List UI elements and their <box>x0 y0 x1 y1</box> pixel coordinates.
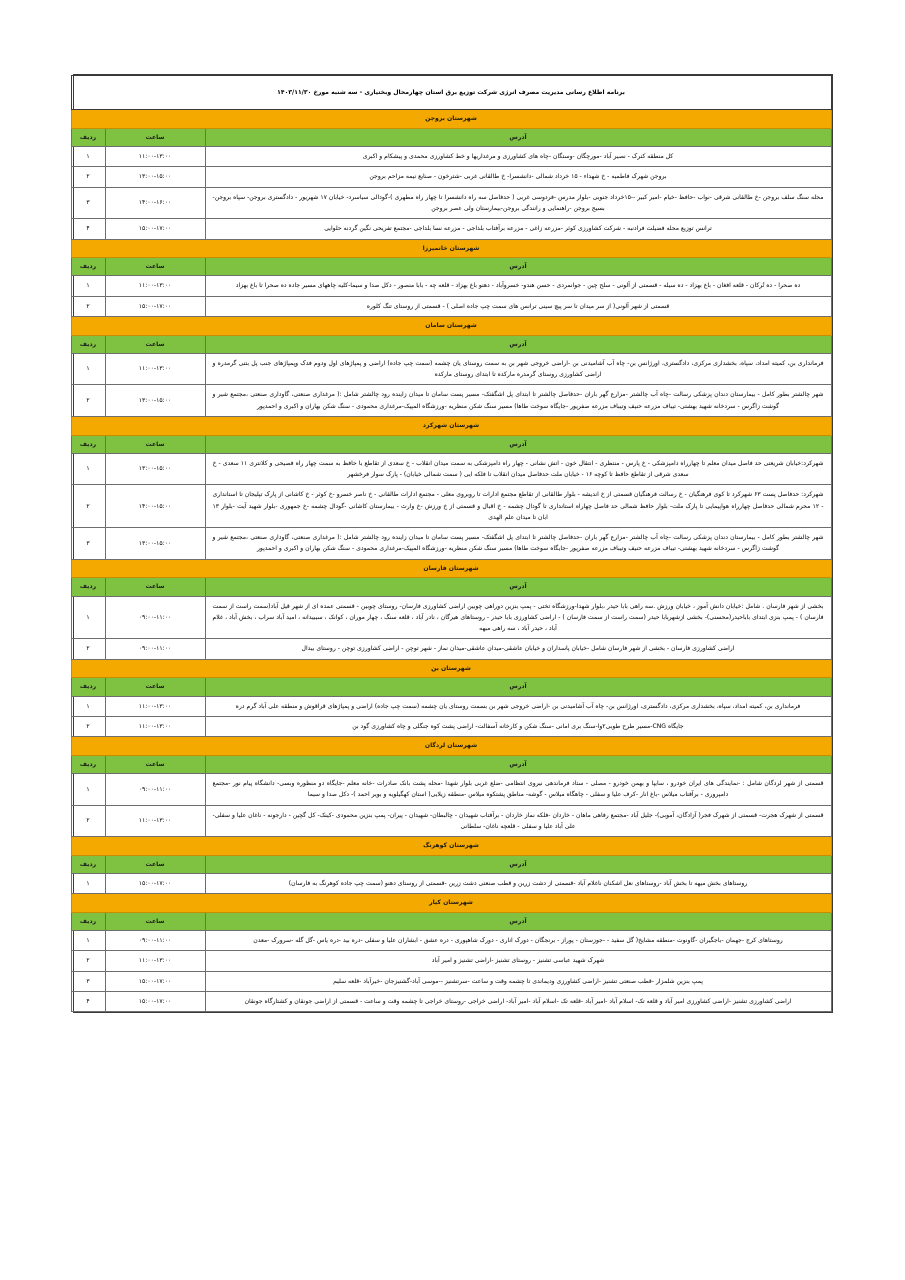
cell-row-number: ۲ <box>71 716 105 736</box>
column-header-row <box>71 678 831 696</box>
column-header-time: ساعت <box>105 855 205 873</box>
table-row <box>71 639 831 659</box>
table-row <box>71 219 831 239</box>
cell-address: روستاهای بخش میهه تا بخش آباد -روستاهای نعل اشکنان ناغلام آباد -قسمتی از دشت زرین و قطب صنعتی دشت زرین -قسمتی از روستای دهنو (سمت چپ جاده کوهرنگ به فارسان) <box>205 873 831 893</box>
county-banner-row <box>71 737 831 756</box>
cell-address: اراضی کشاورزی تشنیز -اراضی کشاورزی امیر آباد و قلعه تک- اسلام آباد -امیر آباد -قلعه تک -اسلام آباد -امیر آباد- اراضی خراجی -روستای خراجی تا چشمه وقت و ساعت - قسمتی از اراضی جونقان و کشتارگاه جونقان <box>205 991 831 1011</box>
column-header-row <box>71 258 831 276</box>
column-header-row <box>71 755 831 773</box>
county-banner-row <box>71 110 831 129</box>
county-title: شهرستان کیار <box>71 894 831 913</box>
cell-row-number: ۲ <box>71 296 105 316</box>
cell-address: بروجن شهرک فاطمیه - خ شهداء - ۱۵ خرداد شمالی -دانشسرا- خ طالقانی غربی -شترخون - صنایع نیمه مزاحم بروجن <box>205 167 831 187</box>
cell-time: ۱۵:۰۰-۱۷:۰۰ <box>105 873 205 893</box>
column-header-address: آدرس <box>205 128 831 146</box>
column-header-row <box>71 435 831 453</box>
column-header-address: آدرس <box>205 912 831 930</box>
column-header-row-no: ردیف <box>71 335 105 353</box>
cell-time: ۰۹:۰۰-۱۱:۰۰ <box>105 639 205 659</box>
cell-row-number: ۱ <box>71 931 105 951</box>
table-row <box>71 296 831 316</box>
cell-time: ۱۱:۰۰-۱۳:۰۰ <box>105 805 205 837</box>
cell-row-number: ۱ <box>71 276 105 296</box>
cell-time: ۱۵:۰۰-۱۷:۰۰ <box>105 991 205 1011</box>
cell-time: ۱۴:۰۰-۱۶:۰۰ <box>105 187 205 219</box>
county-title: شهرستان کوهرنگ <box>71 837 831 856</box>
cell-time: ۱۱:۰۰-۱۳:۰۰ <box>105 951 205 971</box>
county-banner-row <box>71 316 831 335</box>
table-row <box>71 187 831 219</box>
county-banner-row <box>71 416 831 435</box>
page-title: برنامه اطلاع رسانی مدیریت مصرف انرژی شرکت توزیع برق استان چهارمحال وبختیاری - سه شنبه مورخ ۱۴۰۳/۱۱/۳۰ <box>71 76 831 110</box>
table-row <box>71 167 831 187</box>
column-header-time: ساعت <box>105 578 205 596</box>
table-row <box>71 453 831 485</box>
cell-time: ۰۹:۰۰-۱۱:۰۰ <box>105 596 205 639</box>
cell-time: ۱۵:۰۰-۱۷:۰۰ <box>105 219 205 239</box>
cell-address: فرمانداری بن، کمیته امداد، سپاه، بخشداری مرکزی، دادگستری، اورژانس بن- چاه آب آشامیدنی بن -اراضی خروجی شهر بن به سمت روستای یان چشمه (سمت چپ جاده) اراضی و پمپاژهای اول ودوم فدک وپمپاژهای جنب پل بتنی گرمدره و اراضی کشاورزی روستای گرمدره مارکده تا ابتدای روستای مارکده <box>205 353 831 385</box>
cell-time: ۱۱:۰۰-۱۳:۰۰ <box>105 716 205 736</box>
cell-row-number: ۱ <box>71 453 105 485</box>
cell-row-number: ۱ <box>71 773 105 805</box>
table-row <box>71 931 831 951</box>
column-header-address: آدرس <box>205 678 831 696</box>
county-banner-row <box>71 837 831 856</box>
cell-time: ۱۵:۰۰-۱۷:۰۰ <box>105 296 205 316</box>
county-banner-row <box>71 559 831 578</box>
cell-time: ۱۱:۰۰-۱۳:۰۰ <box>105 353 205 385</box>
column-header-row-no: ردیف <box>71 128 105 146</box>
column-header-time: ساعت <box>105 755 205 773</box>
column-header-row-no: ردیف <box>71 258 105 276</box>
cell-address: پمپ بنزین شلمزار -قطب صنعتی تشنیز -اراضی کشاورزی ودیماندی تا چشمه وقت و ساعت -سرتشنیز --موسی آباد-گشنیزجان -خیرآباد -قلعه سلیم <box>205 971 831 991</box>
cell-row-number: ۴ <box>71 991 105 1011</box>
cell-time: ۱۳:۰۰-۱۵:۰۰ <box>105 385 205 417</box>
cell-time: ۱۳:۰۰-۱۵:۰۰ <box>105 528 205 560</box>
cell-time: ۱۳:۰۰-۱۵:۰۰ <box>105 167 205 187</box>
column-header-address: آدرس <box>205 578 831 596</box>
cell-time: ۱۴:۰۰-۱۵:۰۰ <box>105 485 205 528</box>
column-header-row <box>71 912 831 930</box>
outage-schedule-table <box>71 75 832 1012</box>
cell-row-number: ۲ <box>71 485 105 528</box>
cell-row-number: ۱ <box>71 353 105 385</box>
county-title: شهرستان بروجن <box>71 110 831 129</box>
column-header-row <box>71 128 831 146</box>
cell-time: ۰۹:۰۰-۱۱:۰۰ <box>105 931 205 951</box>
cell-time: ۱۱:۰۰-۱۳:۰۰ <box>105 696 205 716</box>
cell-row-number: ۲ <box>71 639 105 659</box>
column-header-address: آدرس <box>205 335 831 353</box>
sections-container <box>71 110 831 1012</box>
cell-address: ترانس توزیع محله فضیلت فرادنبه - شرکت کشاورزی کوثر -مزرعه زاغی - مزرعه برآفتاب بلداجی - مزرعه نسا بلداجی -مجتمع تفریحی نگین گردنه حلوایی <box>205 219 831 239</box>
column-header-address: آدرس <box>205 258 831 276</box>
table-row <box>71 971 831 991</box>
cell-row-number: ۲ <box>71 167 105 187</box>
table-row <box>71 596 831 639</box>
cell-address: فرمانداری بن، کمیته امداد، سپاه، بخشداری مرکزی، دادگستری، اورژانس بن- چاه آب آشامیدنی بن -اراضی خروجی شهر بن بسمت روستای یان چشمه (سمت چپ جاده) اراضی و پمپاژهای قراقوش و منطقه علی آباد گرم دره <box>205 696 831 716</box>
table-row <box>71 353 831 385</box>
cell-row-number: ۱ <box>71 596 105 639</box>
cell-time: ۱۱:۰۰-۱۳:۰۰ <box>105 147 205 167</box>
cell-address: قسمتی از شهرک هجرت- قسمتی از شهرک فجر( آزادگان، آموبی)- جلیل آباد -مجتمع رفاهی ماهان - خاردان -فلکه نماز خاردان - برآفتاب شهیدان - چالبطان- شهیدان - پیران- پمپ بنزین محمودی -کینک- کل گچین - دارجونه - ناغان علیا و سفلی- علی آباد علیا و سفلی - قلعچه ناغان- سلطانی <box>205 805 831 837</box>
column-header-time: ساعت <box>105 435 205 453</box>
table-row <box>71 805 831 837</box>
column-header-row-no: ردیف <box>71 912 105 930</box>
table-row <box>71 147 831 167</box>
outage-schedule-sheet <box>73 74 833 1013</box>
table-row <box>71 991 831 1011</box>
column-header-row-no: ردیف <box>71 435 105 453</box>
cell-address: شهرکرد: حدفاصل پست ۶۳ شهرکرد تا کوی فرهنگیان - خ رسالت فرهنگیان قسمتی از خ اندیشه - بلوار طالقانی از تقاطع مجتمع ادارات تا روبروی معلی - مجتمع ادارات طالقانی - خ ناصر خسرو -خ کوثر - خ کاشانی از پارک تپلیجان تا استانداری - ۱۲ محرم شمالی حدفاصل چهارراه هواپیمایی تا پارک ملت- بلوار حافظ شمالی حد فاصل چهاراه استانداری تا گودال چشمه - خ اقبال و قسمتی از خ ورزش -خ وارث - بیمارستان کاشانی -گودال چشمه -خ جمهوری -بلوار شهید آیت -بلوار ۱۳ ابان تا میدان علم الهدی <box>205 485 831 528</box>
table-row <box>71 485 831 528</box>
cell-row-number: ۳ <box>71 528 105 560</box>
cell-address: بخشی از شهر فارسان . شامل :خیابان دانش آموز ، خیابان ورزش .سه راهی بابا حیدر ،بلوار شهدا-ورزشگاه تختی - پمپ بنزین دوراهی چوبین اراضی کشاورزی فارسان- روستای چوبین - قسمتی عمده ای از شهر قیل آباد(سمت راست از سمت فارسان ) - پمپ بنزی ابتدای باباحیدر(محسنی)- بخشی ازشهربابا حیدر (سمت راست از سمت فارسان ) - اراضی کشاورزی بابا حیدر - روستاهای هیرگان ، نادر آباد ، قلعه سنگ ، چهار موران ، کوانک ، سیبیدانه ، امید آباد سراب ، بخش آباد ، غلام آباد ، حیدر آباد ، سه راهی میهه <box>205 596 831 639</box>
cell-row-number: ۱ <box>71 147 105 167</box>
document-title-row <box>71 76 831 110</box>
column-header-time: ساعت <box>105 128 205 146</box>
column-header-address: آدرس <box>205 435 831 453</box>
cell-address: شهرکرد:خیابان شریعتی حد فاصل میدان معلم تا چهارراه دامپزشکی - خ پارس - منتظری - انتقال خون - اتش نشانی - چهار راه دامپزشکی به سمت میدان انقلاب - خ سعدی از تقاطع با حافظ به سمت چهار راه فصیحی و کلانتری ۱۱ سعدی - خ سعدی شرقی از تقاطع حافظ تا کوچه ۱۶ - خیابان ملت حدفاصل میدان انقلاب تا فلکه ایی ( سمت شمالی خیابان) - پارک سوار فرخشهر <box>205 453 831 485</box>
county-title: شهرستان شهرکرد <box>71 416 831 435</box>
column-header-time: ساعت <box>105 912 205 930</box>
county-title: شهرستان سامان <box>71 316 831 335</box>
cell-address: شهر چالشتر بطور کامل - بیمارستان دندان پزشکی رسالت -چاه آب چالشتر -مزارع گهر باران -حدفاصل چالشتر تا ابتدای پل اشگفتک- مسیر پست سامان تا میدان زاینده رود چالشتر شامل :( مرغداری صنعتی، گاوداری صنعتی ،مجتمع شیر و گوشت زاگرس - سردخانه شهید بهشتی- تیباف مزرعه حنیف وتیباف مزرعه صفرپور -جایگاه سوخت طاها) مسیر سنگ شکن منظریه -ورزشگاه المپیک-مرغداری محمودی - سنگ شکن بهاران و اکبری و احمدپور <box>205 385 831 417</box>
cell-row-number: ۱ <box>71 873 105 893</box>
cell-address: قسمتی از شهر لردگان شامل : -نمایندگی های ایران خودرو ، سایپا و بهمن خودرو - مصلی - ستاد فرماندهی نیروی انتظامی -ضلع غربی بلوار شهدا -محله پشت بانک صادرات -خانه معلم -جایگاه دو منظوره وبسی- دانشگاه پیام نور -مجتمع دامپروری - برآفتاب میلاس -باغ انار -کرف علیا و سفلی - چاهگاه میلاس - گوشه- مناطق پشتکوه میلاس -منطقه زیلایی( استان کهگیلویه و بویر احمد )- دکل صدا و سیما <box>205 773 831 805</box>
column-header-row-no: ردیف <box>71 755 105 773</box>
column-header-row <box>71 855 831 873</box>
cell-address: شهر چالشتر بطور کامل - بیمارستان دندان پزشکی رسالت -چاه آب چالشتر -مزارع گهر باران -حدفاصل چالشتر تا ابتدای پل اشگفتک- مسیر پست سامان تا میدان زاینده رود چالشتر شامل :( مرغداری صنعتی، گاوداری صنعتی ،مجتمع شیر و گوشت زاگرس - سردخانه شهید بهشتی- تیباف مزرعه حنیف وتیباف مزرعه صفرپور -جایگاه سوخت طاها) مسیر سنگ شکن منظریه -ورزشگاه المپیک-مرغداری محمودی - سنگ شکن بهاران و اکبری و احمدپور <box>205 528 831 560</box>
cell-row-number: ۳ <box>71 187 105 219</box>
column-header-time: ساعت <box>105 258 205 276</box>
cell-address: شهرک شهید عباسی تشنیز - روستای تشنیز -اراضی تشنیز و امیر آباد <box>205 951 831 971</box>
column-header-time: ساعت <box>105 678 205 696</box>
county-title: شهرستان لردگان <box>71 737 831 756</box>
cell-address: روستاهای کرج -جهمان -باجگیران -گاونوت -منطقه مشایخ( گل سفید - -جوزستان - پوراز - برنجگان - دورک اناری - دورک شاهپوری - دره عشق - ابشاران علیا و سفلی -دره بید -دره یاس -گل گله -سرورک -معدن <box>205 931 831 951</box>
column-header-row-no: ردیف <box>71 678 105 696</box>
column-header-row-no: ردیف <box>71 578 105 596</box>
table-row <box>71 773 831 805</box>
cell-address: جایگاه CNG-مسیر طرح طوبی۲وا-سنگ بری امانی -سنگ شکن و کارخانه آسفالت- اراضی پشت کوه جنگلی و چاه کشاورزی گود بن <box>205 716 831 736</box>
cell-time: ۱۵:۰۰-۱۷:۰۰ <box>105 971 205 991</box>
county-banner-row <box>71 894 831 913</box>
cell-address: محله سنگ سلف بروجن -خ طالقانی شرقی -نواب -حافظ -خیام -امیر کبیر --۱۵خرداد جنوبی -بلوار مدرس -فردوسی غربی ( حدفاصل سه راه دانشسرا تا چهار راه مطهری )-گودالی سیاسرد- خیابان ۱۷ شهریور - دادگستری بروجن- سپاه بروجن- بسیج بروجن -راهنمایی و رانندگی بروجن-بیمارستان ولی عصر بروجن <box>205 187 831 219</box>
county-title: شهرستان خانمیرزا <box>71 239 831 258</box>
column-header-row <box>71 578 831 596</box>
cell-address: قسمتی از شهر آلونی( از سر میدان تا سر پیچ سینی ترانس های سمت چپ جاده اصلی ) - قسمتی از روستای تنگ کلوره <box>205 296 831 316</box>
county-banner-row <box>71 239 831 258</box>
table-row <box>71 951 831 971</box>
table-row <box>71 385 831 417</box>
table-row <box>71 528 831 560</box>
cell-time: ۱۳:۰۰-۱۵:۰۰ <box>105 453 205 485</box>
table-row <box>71 716 831 736</box>
column-header-row-no: ردیف <box>71 855 105 873</box>
county-title: شهرستان فارسان <box>71 559 831 578</box>
cell-time: ۱۱:۰۰-۱۳:۰۰ <box>105 276 205 296</box>
cell-address: اراضی کشاورزی فارسان - بخشی از شهر فارسان شامل -خیابان پاسداران و خیابان عاشقی-میدان عاشقی-میدان نماز - شهر توچن - اراضی کشاورزی توچن - روستای بیدال <box>205 639 831 659</box>
table-body <box>71 76 831 110</box>
column-header-address: آدرس <box>205 855 831 873</box>
cell-row-number: ۲ <box>71 805 105 837</box>
column-header-row <box>71 335 831 353</box>
cell-row-number: ۲ <box>71 385 105 417</box>
cell-row-number: ۳ <box>71 971 105 991</box>
county-title: شهرستان بن <box>71 659 831 678</box>
county-banner-row <box>71 659 831 678</box>
cell-time: ۰۹:۰۰-۱۱:۰۰ <box>105 773 205 805</box>
table-row <box>71 696 831 716</box>
cell-row-number: ۴ <box>71 219 105 239</box>
cell-address: کل منطقه کنرک - نصیر آباد -مورچگان -وستگان -چاه های کشاورزی و مرغداریها و خط کشاورزی محمدی و پیشکام و اکبری <box>205 147 831 167</box>
cell-address: ده صحرا - ده تُرکان - قلعه افغان - باغ بهزاد - ده سیله - قسمتی از آلونی - سلح چین - جوانمردی - حسن هندو- خسروآباد - دهنو باغ بهزاد - قلعه چه - بابا منصور - دکل صدا و سیما-کلیه چاههای مسیر جاده ده صحرا تا باغ بهزاد <box>205 276 831 296</box>
column-header-address: آدرس <box>205 755 831 773</box>
table-row <box>71 873 831 893</box>
cell-row-number: ۱ <box>71 696 105 716</box>
column-header-time: ساعت <box>105 335 205 353</box>
table-row <box>71 276 831 296</box>
cell-row-number: ۲ <box>71 951 105 971</box>
